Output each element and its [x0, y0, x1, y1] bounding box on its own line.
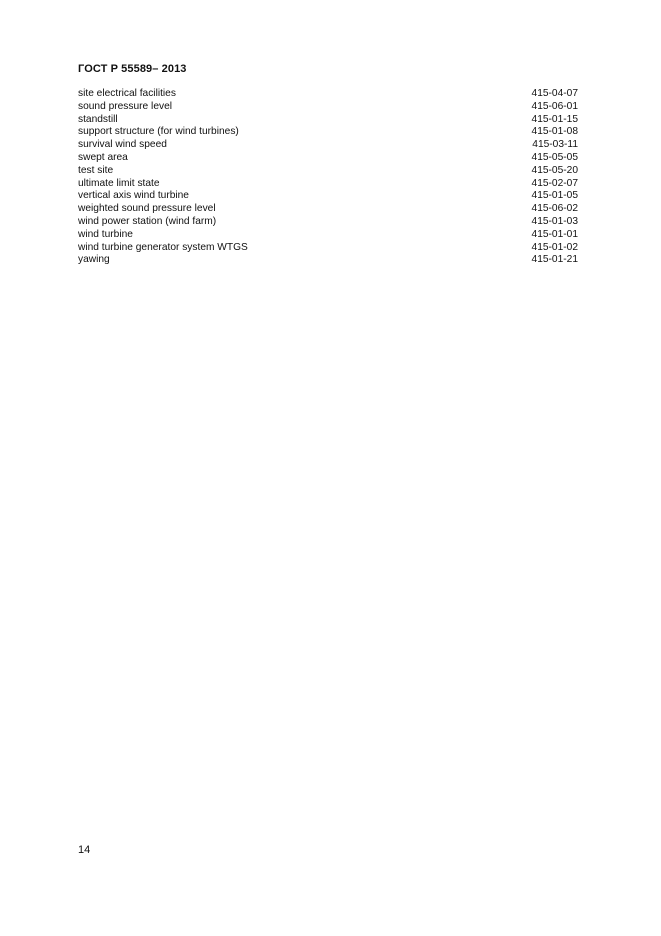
index-code: 415-01-21	[531, 254, 578, 266]
index-term: sound pressure level	[78, 100, 173, 112]
index-code: 415-01-02	[531, 241, 578, 253]
index-code: 415-02-07	[531, 177, 578, 189]
page-number: 14	[78, 844, 91, 856]
index-code: 415-01-15	[531, 113, 578, 125]
index-code: 415-01-08	[531, 126, 578, 138]
index-term: survival wind speed	[78, 139, 167, 151]
index-term: vertical axis wind turbine	[78, 190, 189, 202]
index-row	[78, 254, 578, 267]
index-term: swept area	[78, 151, 128, 163]
index-code: 415-05-20	[531, 164, 578, 176]
index-row	[78, 126, 578, 139]
term-index-list	[78, 88, 578, 267]
index-row	[78, 178, 578, 191]
index-term: ultimate limit state	[78, 177, 160, 189]
index-code: 415-04-07	[531, 88, 578, 99]
index-term: support structure (for wind turbines)	[78, 126, 239, 138]
index-term: test site	[78, 164, 114, 176]
index-code: 415-06-02	[531, 203, 578, 215]
index-code: 415-05-05	[531, 151, 578, 163]
index-row	[78, 152, 578, 165]
index-code: 415-03-11	[532, 139, 578, 151]
index-row	[78, 165, 578, 178]
index-code: 415-01-01	[531, 228, 578, 240]
index-term: wind power station (wind farm)	[78, 215, 217, 227]
index-term: yawing	[78, 254, 110, 266]
index-row	[78, 216, 578, 229]
standard-header: ГОСТ Р 55589– 2013	[78, 63, 187, 75]
index-row	[78, 190, 578, 203]
index-row	[78, 242, 578, 255]
index-code: 415-01-05	[531, 190, 578, 202]
index-row	[78, 229, 578, 242]
index-row	[78, 203, 578, 216]
index-row	[78, 139, 578, 152]
index-code: 415-01-03	[531, 215, 578, 227]
index-row	[78, 88, 578, 101]
index-row	[78, 114, 578, 127]
index-term: site electrical facilities	[78, 88, 176, 99]
index-term: standstill	[78, 113, 118, 125]
index-code: 415-06-01	[531, 100, 578, 112]
index-row	[78, 101, 578, 114]
index-term: wind turbine	[78, 228, 133, 240]
index-term: weighted sound pressure level	[78, 203, 216, 215]
index-term: wind turbine generator system WTGS	[78, 241, 248, 253]
